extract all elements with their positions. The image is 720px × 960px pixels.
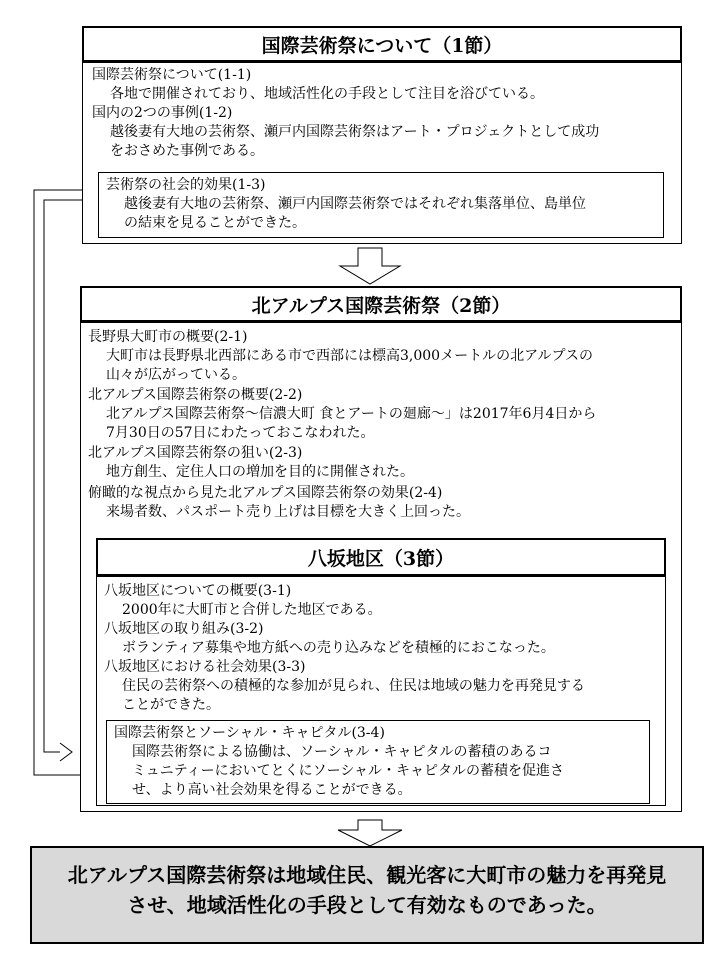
item-1-1-text: 各地で開催されており、地域活性化の手段として注目を浴びている。	[110, 86, 544, 102]
item-2-3-text: 地方創生、定住人口の増加を目的に開催された。	[106, 464, 414, 480]
item-3-3-text-line1: 住民の芸術祭への積極的な参加が見られ、住民は地域の魅力を再発見する	[122, 678, 585, 694]
item-3-4-text-line1: 国際芸術祭による協働は、ソーシャル・キャピタルの蓄積のあるコ	[132, 744, 552, 760]
connector-inner-arrowhead	[60, 743, 72, 761]
item-2-2-heading: 北アルプス国際芸術祭の概要(2-2)	[88, 387, 303, 403]
item-3-4-heading: 国際芸術祭とソーシャル・キャピタル(3-4)	[114, 725, 385, 741]
item-3-2-text: ボランティア募集や地方紙への売り込みなどを積極的におこなった。	[122, 640, 555, 656]
item-3-4-text-line2: ミュニティーにおいてとくにソーシャル・キャピタルの蓄積を促進さ	[132, 763, 565, 779]
item-2-1-text-line1: 大町市は長野県北西部にある市で西部には標高3,000メートルの北アルプスの	[106, 348, 593, 364]
item-3-4-text-line3: せ、より高い社会効果を得ることができる。	[132, 782, 412, 798]
item-1-2-heading: 国内の2つの事例(1-2)	[92, 105, 233, 121]
item-3-2-heading: 八坂地区の取り組み(3-2)	[104, 621, 264, 637]
item-3-1-heading: 八坂地区についての概要(3-1)	[104, 583, 292, 599]
item-1-2-text-line1: 越後妻有大地の芸術祭、瀬戸内国際芸術祭はアート・プロジェクトとして成功	[110, 124, 600, 140]
section3-title: 八坂地区（3節）	[96, 538, 666, 576]
item-2-2-text-line2: 7月30日の57日にわたっておこなわれた。	[106, 425, 375, 441]
item-1-3-heading: 芸術祭の社会的効果(1-3)	[106, 177, 266, 193]
section2-title: 北アルプス国際芸術祭（2節）	[80, 286, 682, 322]
conclusion-box	[30, 846, 704, 944]
item-1-3-text-line1: 越後妻有大地の芸術祭、瀬戸内国際芸術祭ではそれぞれ集落単位、島単位	[124, 196, 586, 212]
item-1-3-text-line2: の結束を見ることができた。	[124, 215, 306, 231]
item-3-3-heading: 八坂地区における社会効果(3-3)	[104, 659, 306, 675]
item-2-3-heading: 北アルプス国際芸術祭の狙い(2-3)	[88, 445, 303, 461]
item-2-2-text-line1: 北アルプス国際芸術祭～信濃大町 食とアートの廻廊～」は2017年6月4日から	[106, 406, 597, 422]
item-1-1-heading: 国際芸術祭について(1-1)	[92, 67, 252, 83]
conclusion-line2: させ、地域活性化の手段として有効なものであった。	[127, 893, 607, 917]
item-2-4-heading: 俯瞰的な視点から見た北アルプス国際芸術祭の効果(2-4)	[88, 485, 443, 501]
down-arrow-2	[338, 820, 402, 846]
item-3-1-text: 2000年に大町市と合併した地区である。	[122, 602, 382, 618]
item-2-1-text-line2: 山々が広がっている。	[106, 367, 246, 383]
item-2-1-heading: 長野県大町市の概要(2-1)	[88, 329, 248, 345]
item-3-3-text-line2: ことができた。	[122, 697, 220, 713]
section1-title: 国際芸術祭について（1節）	[82, 26, 682, 62]
conclusion-line1: 北アルプス国際芸術祭は地域住民、観光客に大町市の魅力を再発見	[67, 863, 667, 887]
item-2-4-text: 来場者数、パスポート売り上げは目標を大きく上回った。	[106, 504, 470, 520]
item-1-2-text-line2: をおさめた事例である。	[110, 143, 264, 159]
down-arrow-1	[340, 248, 400, 284]
